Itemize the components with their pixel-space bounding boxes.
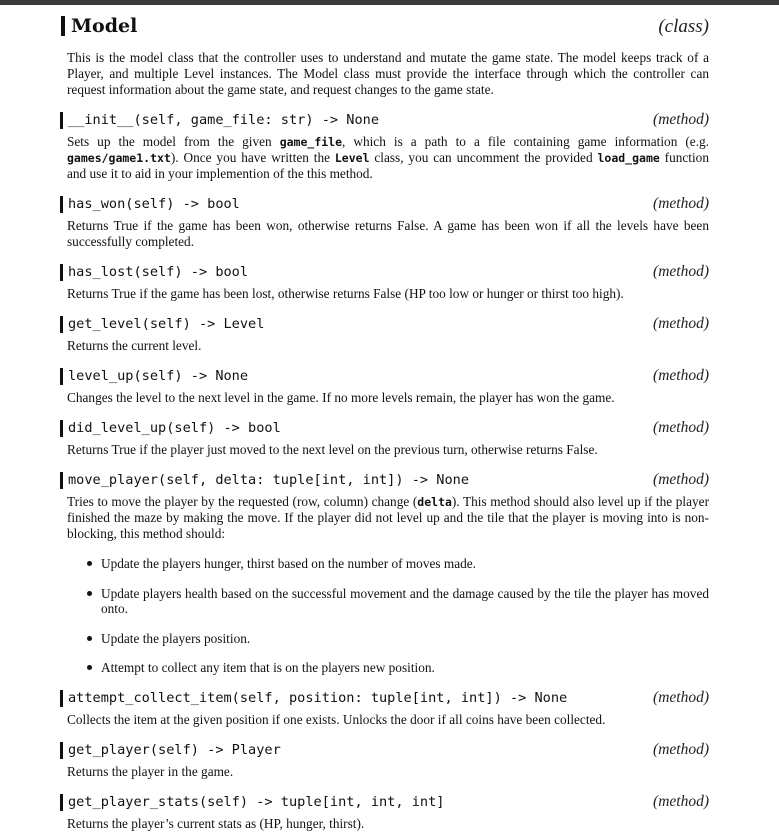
bullet-list — [67, 556, 709, 676]
list-item: Update the players position. — [87, 631, 709, 647]
method-signature: get_player_stats(self) -> tuple[int, int, int] — [60, 794, 444, 811]
method-description: Tries to move the player by the requested (row, column) change (delta). This method should also level up if the player finished the maze by making the move. If the player did not level up and the tile that the player is moving into is non-blocking, this method should: — [67, 494, 709, 541]
method-signature: did_level_up(self) -> bool — [60, 420, 281, 437]
list-item: Attempt to collect any item that is on the players new position. — [87, 660, 709, 676]
method-signature: __init__(self, game_file: str) -> None — [60, 112, 379, 129]
class-heading — [67, 16, 709, 50]
method-move-player — [67, 471, 709, 676]
method-description: Returns the player in the game. — [67, 763, 234, 779]
method-description: Collects the item at the given position if one exists. Unlocks the door if all coins have been collected. — [67, 711, 606, 727]
method-description: Returns True if the game has been won, otherwise returns False. A game has been won if all the levels have been successfully completed. — [67, 218, 709, 249]
method-kind-label: (method) — [653, 471, 709, 488]
method-kind-label: (method) — [653, 740, 709, 758]
method-has-won — [67, 195, 709, 250]
method-kind-label: (method) — [653, 195, 709, 212]
method-kind-label: (method) — [653, 419, 709, 436]
class-description: This is the model class that the controller uses to understand and mutate the game state. The model keeps track of a Player, and multiple Level instances. The Model class must provide the interface through which the controller can request information about the game state, and request changes to the game state. — [67, 50, 709, 97]
method-description: Changes the level to the next level in the game. If no more levels remain, the player has won the game. — [67, 390, 615, 405]
method-signature: get_player(self) -> Player — [60, 742, 281, 759]
method-signature: attempt_collect_item(self, position: tuple[int, int]) -> None — [60, 690, 567, 707]
list-item: Update the players hunger, thirst based on the number of moves made. — [87, 556, 709, 572]
class-title: Model — [61, 16, 137, 36]
method-description: Returns True if the player just moved to the next level on the previous turn, otherwise returns False. — [67, 442, 598, 457]
method-signature: has_won(self) -> bool — [60, 196, 240, 213]
document-page — [67, 16, 709, 832]
class-kind-label: (class) — [658, 16, 709, 37]
method-attempt-collect-item — [67, 689, 709, 728]
method-kind-label: (method) — [653, 263, 709, 280]
method-kind-label: (method) — [653, 367, 709, 384]
method-init — [67, 111, 709, 182]
method-get-player — [67, 741, 709, 780]
list-item: Update players health based on the successful movement and the damage caused by the tile the player has moved onto. — [87, 586, 709, 617]
method-description: Returns the player’s current stats as (HP, hunger, thirst). — [67, 815, 365, 831]
method-kind-label: (method) — [653, 111, 709, 128]
method-did-level-up — [67, 419, 709, 458]
method-get-level — [67, 315, 709, 354]
method-signature: move_player(self, delta: tuple[int, int]) -> None — [60, 472, 469, 489]
method-get-player-stats — [67, 793, 709, 832]
method-description: Returns True if the game has been lost, otherwise returns False (HP too low or hunger or thirst too high). — [67, 286, 624, 301]
method-kind-label: (method) — [653, 792, 709, 810]
method-has-lost — [67, 263, 709, 302]
method-kind-label: (method) — [653, 315, 709, 332]
method-level-up — [67, 367, 709, 406]
method-signature: level_up(self) -> None — [60, 368, 248, 385]
method-description: Returns the current level. — [67, 338, 202, 353]
method-signature: has_lost(self) -> bool — [60, 264, 248, 281]
method-kind-label: (method) — [653, 688, 709, 706]
top-border — [0, 0, 779, 5]
method-description: Sets up the model from the given game_file, which is a path to a file containing game information (e.g. games/game1.txt). Once you have written the Level class, you can uncomment the provided load_game function and use it to aid in your implemention of the this method. — [67, 134, 709, 181]
method-signature: get_level(self) -> Level — [60, 316, 264, 333]
